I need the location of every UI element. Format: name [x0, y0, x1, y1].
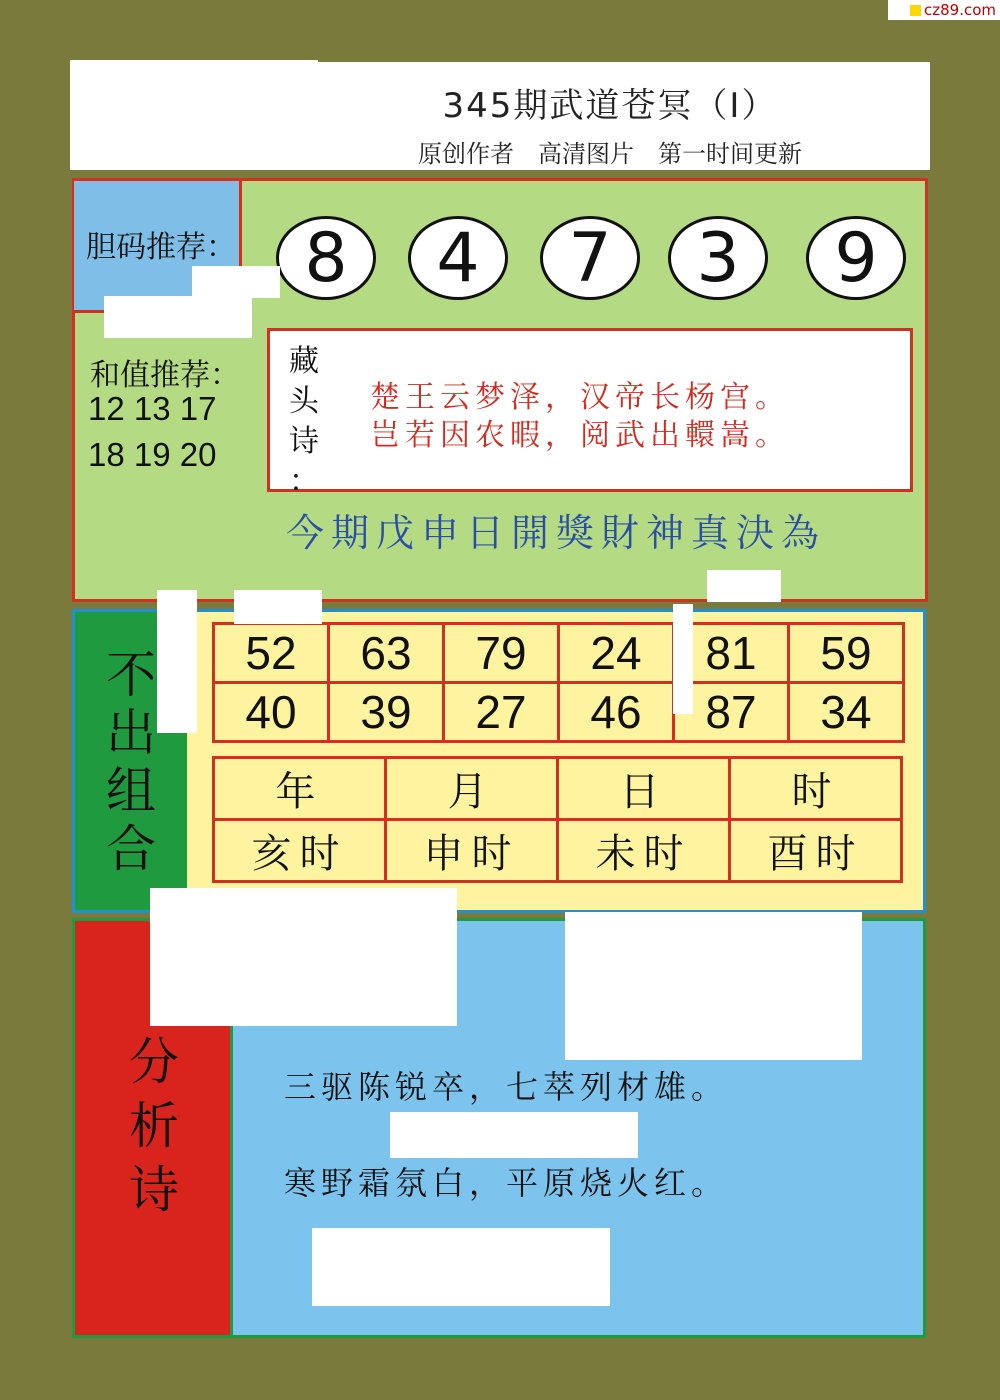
redaction-patch: [707, 570, 781, 602]
site-badge[interactable]: [888, 0, 1000, 20]
time-header-cell: 月: [386, 758, 558, 820]
dan-ma-ball: 4: [408, 216, 508, 300]
redaction-patch: [565, 912, 862, 1060]
bu-chu-number-table: [212, 622, 905, 743]
table-row: [214, 624, 904, 683]
redaction-patch: [673, 604, 693, 714]
number-cell: 81: [674, 624, 789, 683]
time-value-cell: 酉时: [730, 820, 902, 882]
redaction-patch: [390, 1112, 638, 1158]
number-cell: 39: [329, 683, 444, 742]
table-row: [214, 820, 902, 882]
analysis-line-1: 三驱陈锐卒，七萃列材雄。: [284, 1068, 729, 1106]
number-cell: 63: [329, 624, 444, 683]
site-badge-text: cz89.com: [923, 1, 996, 19]
redaction-patch: [150, 888, 457, 1026]
time-table: [212, 756, 903, 883]
dan-ma-ball: 3: [668, 216, 768, 300]
dan-ma-ball: 7: [540, 216, 640, 300]
time-value-cell: 未时: [558, 820, 730, 882]
redaction-patch: [192, 266, 280, 298]
number-cell: 59: [789, 624, 904, 683]
time-header-cell: 时: [730, 758, 902, 820]
number-cell: 87: [674, 683, 789, 742]
he-zhi-label: 和值推荐：: [90, 358, 240, 393]
page-title: 345期武道苍冥（Ⅰ）: [442, 86, 778, 126]
time-value-cell: 亥时: [214, 820, 386, 882]
number-cell: 27: [444, 683, 559, 742]
page-subtitle: 原创作者 高清图片 第一时间更新: [418, 140, 802, 168]
number-cell: 46: [559, 683, 674, 742]
time-header-cell: 年: [214, 758, 386, 820]
redaction-patch: [157, 590, 197, 733]
bu-chu-side-label: 不 出 组 合: [106, 646, 156, 878]
prediction-line: 今期戊申日開獎財神真決為: [286, 511, 827, 555]
table-row: [214, 758, 902, 820]
time-header-cell: 日: [558, 758, 730, 820]
he-zhi-values-1: 12 13 17: [88, 390, 217, 427]
number-cell: 24: [559, 624, 674, 683]
cang-tou-label: 藏 头 诗 ：: [289, 344, 319, 499]
analysis-side-label: 分 析 诗: [129, 1033, 179, 1219]
redaction-patch: [312, 1228, 610, 1306]
number-cell: 79: [444, 624, 559, 683]
site-badge-icon: [910, 5, 921, 16]
table-row: [214, 683, 904, 742]
dan-ma-label: 胆码推荐：: [86, 230, 236, 265]
dan-ma-ball: 9: [806, 216, 906, 300]
cang-tou-line-1: 楚王云梦泽，汉帝长杨宫。: [370, 380, 790, 415]
cang-tou-line-2: 岂若因农暇，阅武出轘嵩。: [370, 418, 790, 453]
analysis-line-2: 寒野霜氛白，平原烧火红。: [284, 1164, 729, 1202]
he-zhi-values-2: 18 19 20: [88, 436, 217, 473]
number-cell: 34: [789, 683, 904, 742]
redaction-patch: [70, 60, 318, 170]
time-value-cell: 申时: [386, 820, 558, 882]
redaction-patch: [234, 590, 322, 624]
dan-ma-ball: 8: [276, 216, 376, 300]
number-cell: 52: [214, 624, 329, 683]
number-cell: 40: [214, 683, 329, 742]
redaction-patch: [104, 296, 252, 338]
